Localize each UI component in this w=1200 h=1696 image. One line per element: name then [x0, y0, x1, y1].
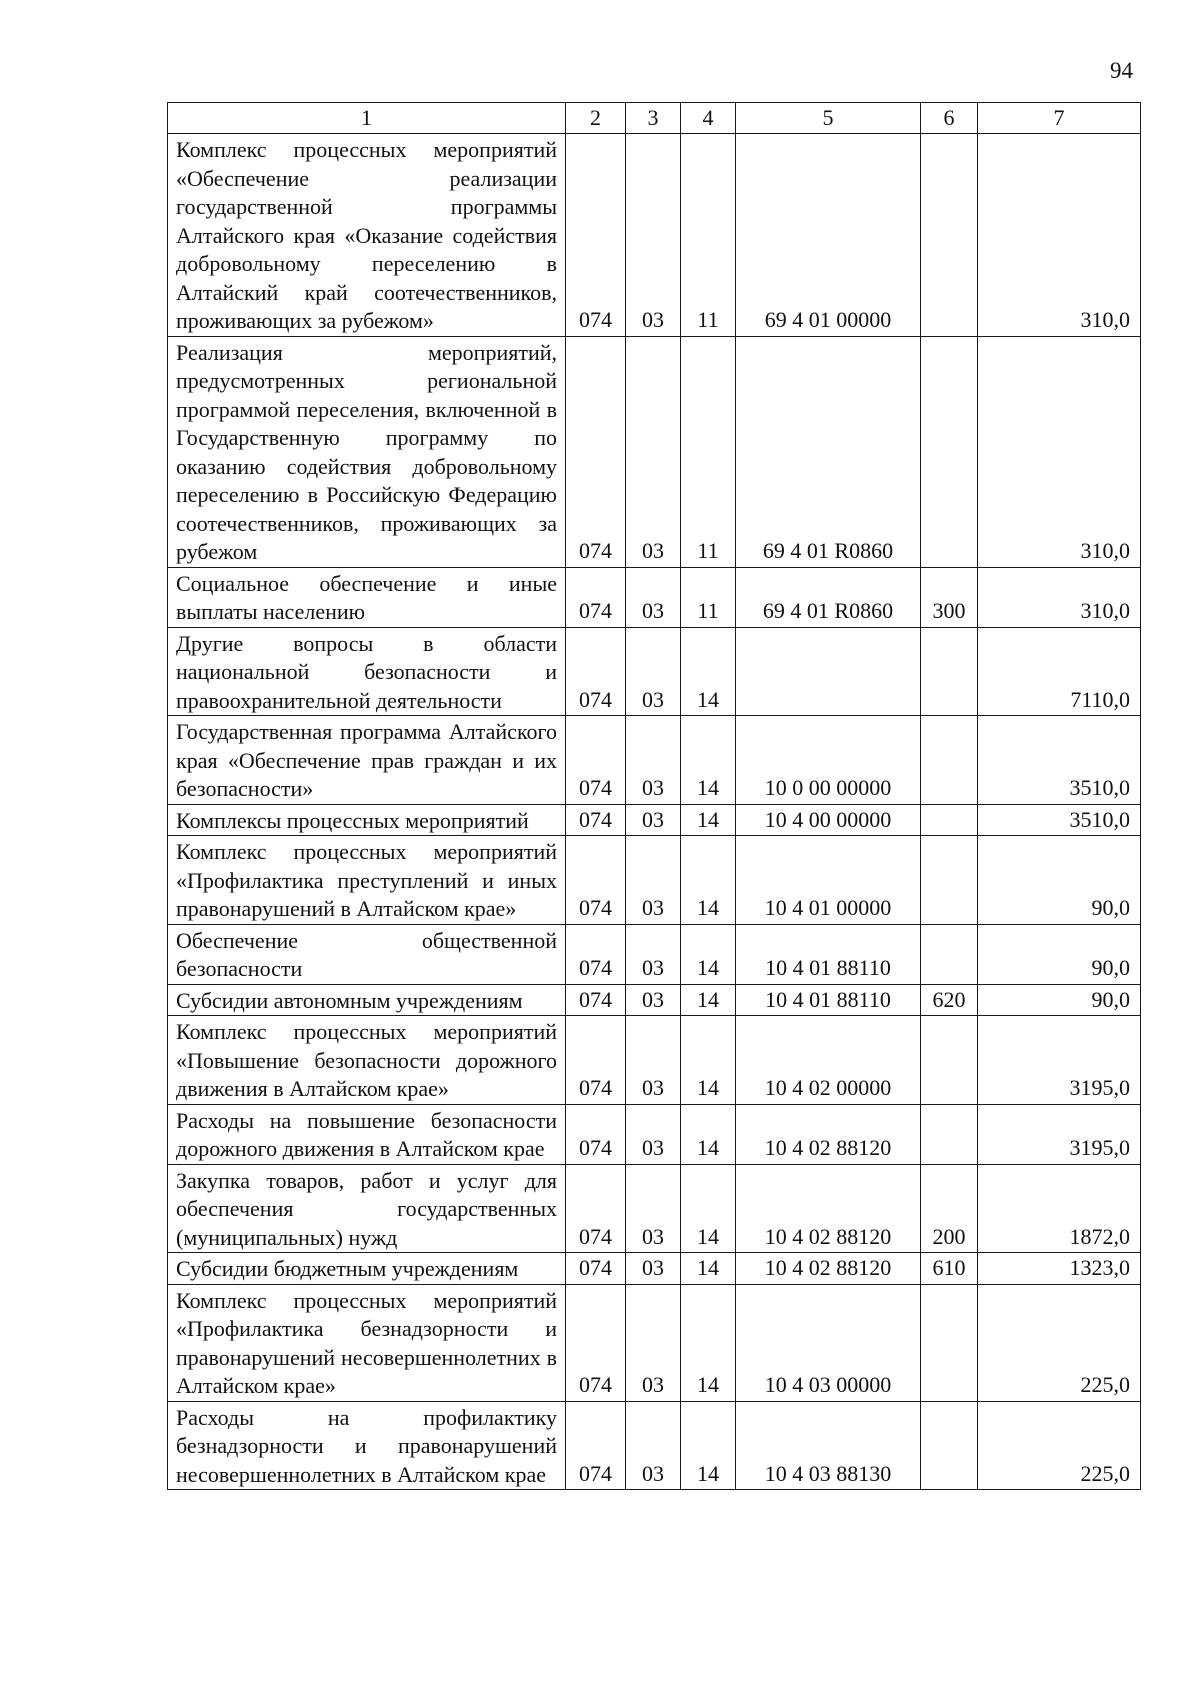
table-row	[168, 1284, 1141, 1401]
row-name: Расходы на профилактику безнадзорности и правонарушений несовершеннолетних в Алтайском крае	[168, 1401, 566, 1490]
row-expense-type	[921, 1284, 978, 1401]
row-ministry: 074	[566, 567, 626, 627]
row-name: Комплекс процессных мероприятий «Профилактика преступлений и иных правонарушений в Алтайском крае»	[168, 836, 566, 925]
row-amount: 7110,0	[978, 627, 1141, 716]
table-row	[168, 984, 1141, 1016]
row-expense-type: 610	[921, 1253, 978, 1285]
row-subsection: 14	[681, 1164, 736, 1253]
row-subsection: 14	[681, 627, 736, 716]
table-row	[168, 924, 1141, 984]
row-ministry: 074	[566, 1016, 626, 1105]
row-section: 03	[626, 1016, 681, 1105]
row-subsection: 11	[681, 336, 736, 567]
row-expense-type	[921, 716, 978, 805]
row-amount: 1872,0	[978, 1164, 1141, 1253]
table-header	[168, 103, 1141, 134]
header-cell-subsection: 4	[681, 103, 736, 134]
row-target-article: 69 4 01 R0860	[736, 336, 921, 567]
table-row	[168, 336, 1141, 567]
row-subsection: 14	[681, 836, 736, 925]
table-row	[168, 1401, 1141, 1490]
row-section: 03	[626, 336, 681, 567]
row-target-article: 69 4 01 R0860	[736, 567, 921, 627]
row-subsection: 14	[681, 1401, 736, 1490]
row-target-article	[736, 627, 921, 716]
row-target-article: 10 4 02 88120	[736, 1164, 921, 1253]
row-amount: 310,0	[978, 567, 1141, 627]
row-ministry: 074	[566, 984, 626, 1016]
header-cell-expense-type: 6	[921, 103, 978, 134]
row-section: 03	[626, 1104, 681, 1164]
row-amount: 3195,0	[978, 1104, 1141, 1164]
row-section: 03	[626, 1164, 681, 1253]
row-expense-type: 620	[921, 984, 978, 1016]
row-name: Субсидии автономным учреждениям	[168, 984, 566, 1016]
row-amount: 225,0	[978, 1401, 1141, 1490]
row-expense-type	[921, 134, 978, 337]
row-amount: 3195,0	[978, 1016, 1141, 1105]
row-section: 03	[626, 1284, 681, 1401]
row-amount: 310,0	[978, 134, 1141, 337]
row-section: 03	[626, 716, 681, 805]
row-ministry: 074	[566, 836, 626, 925]
table-body	[168, 134, 1141, 1490]
row-name: Реализация мероприятий, предусмотренных региональной программой переселения, включенной в Государственную программу по оказанию содействия добровольному переселению в Российскую Федерацию соотечественников, проживающих за рубежом	[168, 336, 566, 567]
row-ministry: 074	[566, 716, 626, 805]
row-target-article: 10 4 02 88120	[736, 1253, 921, 1285]
row-subsection: 14	[681, 716, 736, 805]
row-expense-type: 200	[921, 1164, 978, 1253]
row-ministry: 074	[566, 1284, 626, 1401]
table-row	[168, 627, 1141, 716]
row-name: Комплекс процессных мероприятий «Обеспечение реализации государственной программы Алтайского края «Оказание содействия добровольному переселению в Алтайский край соотечественников, проживающих за рубежом»	[168, 134, 566, 337]
row-ministry: 074	[566, 627, 626, 716]
table-row	[168, 1016, 1141, 1105]
row-expense-type	[921, 1016, 978, 1105]
row-expense-type	[921, 924, 978, 984]
row-section: 03	[626, 924, 681, 984]
row-name: Комплекс процессных мероприятий «Повышение безопасности дорожного движения в Алтайском крае»	[168, 1016, 566, 1105]
table-row	[168, 567, 1141, 627]
row-target-article: 10 4 03 88130	[736, 1401, 921, 1490]
row-section: 03	[626, 627, 681, 716]
row-name: Другие вопросы в области национальной безопасности и правоохранительной деятельности	[168, 627, 566, 716]
row-subsection: 11	[681, 134, 736, 337]
table-row	[168, 716, 1141, 805]
row-name: Социальное обеспечение и иные выплаты населению	[168, 567, 566, 627]
row-amount: 225,0	[978, 1284, 1141, 1401]
row-section: 03	[626, 1253, 681, 1285]
row-ministry: 074	[566, 924, 626, 984]
row-subsection: 11	[681, 567, 736, 627]
row-ministry: 074	[566, 804, 626, 836]
row-ministry: 074	[566, 1104, 626, 1164]
row-target-article: 10 4 01 00000	[736, 836, 921, 925]
row-subsection: 14	[681, 804, 736, 836]
row-subsection: 14	[681, 924, 736, 984]
row-target-article: 10 4 02 00000	[736, 1016, 921, 1105]
row-subsection: 14	[681, 1284, 736, 1401]
row-expense-type	[921, 336, 978, 567]
row-target-article: 10 0 00 00000	[736, 716, 921, 805]
row-subsection: 14	[681, 1016, 736, 1105]
row-target-article: 10 4 01 88110	[736, 924, 921, 984]
row-amount: 3510,0	[978, 716, 1141, 805]
row-ministry: 074	[566, 134, 626, 337]
header-cell-amount: 7	[978, 103, 1141, 134]
row-name: Расходы на повышение безопасности дорожного движения в Алтайском крае	[168, 1104, 566, 1164]
row-amount: 90,0	[978, 836, 1141, 925]
row-section: 03	[626, 134, 681, 337]
row-name: Субсидии бюджетным учреждениям	[168, 1253, 566, 1285]
row-subsection: 14	[681, 1253, 736, 1285]
row-target-article: 10 4 02 88120	[736, 1104, 921, 1164]
row-ministry: 074	[566, 336, 626, 567]
row-target-article: 10 4 00 00000	[736, 804, 921, 836]
header-cell-name: 1	[168, 103, 566, 134]
row-target-article: 10 4 03 00000	[736, 1284, 921, 1401]
row-section: 03	[626, 836, 681, 925]
row-expense-type	[921, 804, 978, 836]
table-row	[168, 836, 1141, 925]
row-expense-type	[921, 1401, 978, 1490]
header-row	[168, 103, 1141, 134]
table-row	[168, 1164, 1141, 1253]
row-amount: 90,0	[978, 984, 1141, 1016]
row-section: 03	[626, 984, 681, 1016]
row-name: Государственная программа Алтайского края «Обеспечение прав граждан и их безопасности»	[168, 716, 566, 805]
row-subsection: 14	[681, 1104, 736, 1164]
row-expense-type	[921, 627, 978, 716]
row-target-article: 10 4 01 88110	[736, 984, 921, 1016]
row-name: Комплексы процессных мероприятий	[168, 804, 566, 836]
row-section: 03	[626, 1401, 681, 1490]
row-amount: 310,0	[978, 336, 1141, 567]
row-name: Комплекс процессных мероприятий «Профилактика безнадзорности и правонарушений несовершеннолетних в Алтайском крае»	[168, 1284, 566, 1401]
row-ministry: 074	[566, 1401, 626, 1490]
table-row	[168, 1253, 1141, 1285]
budget-table	[167, 102, 1141, 1490]
row-subsection: 14	[681, 984, 736, 1016]
row-amount: 90,0	[978, 924, 1141, 984]
row-expense-type	[921, 1104, 978, 1164]
row-expense-type	[921, 836, 978, 925]
header-cell-target-article: 5	[736, 103, 921, 134]
header-cell-ministry: 2	[566, 103, 626, 134]
row-expense-type: 300	[921, 567, 978, 627]
table-row	[168, 804, 1141, 836]
row-amount: 1323,0	[978, 1253, 1141, 1285]
page-number: 94	[1110, 58, 1133, 83]
row-ministry: 074	[566, 1253, 626, 1285]
table-row	[168, 134, 1141, 337]
row-section: 03	[626, 804, 681, 836]
row-amount: 3510,0	[978, 804, 1141, 836]
table-row	[168, 1104, 1141, 1164]
row-section: 03	[626, 567, 681, 627]
row-target-article: 69 4 01 00000	[736, 134, 921, 337]
header-cell-section: 3	[626, 103, 681, 134]
row-ministry: 074	[566, 1164, 626, 1253]
row-name: Обеспечение общественной безопасности	[168, 924, 566, 984]
row-name: Закупка товаров, работ и услуг для обеспечения государственных (муниципальных) нужд	[168, 1164, 566, 1253]
